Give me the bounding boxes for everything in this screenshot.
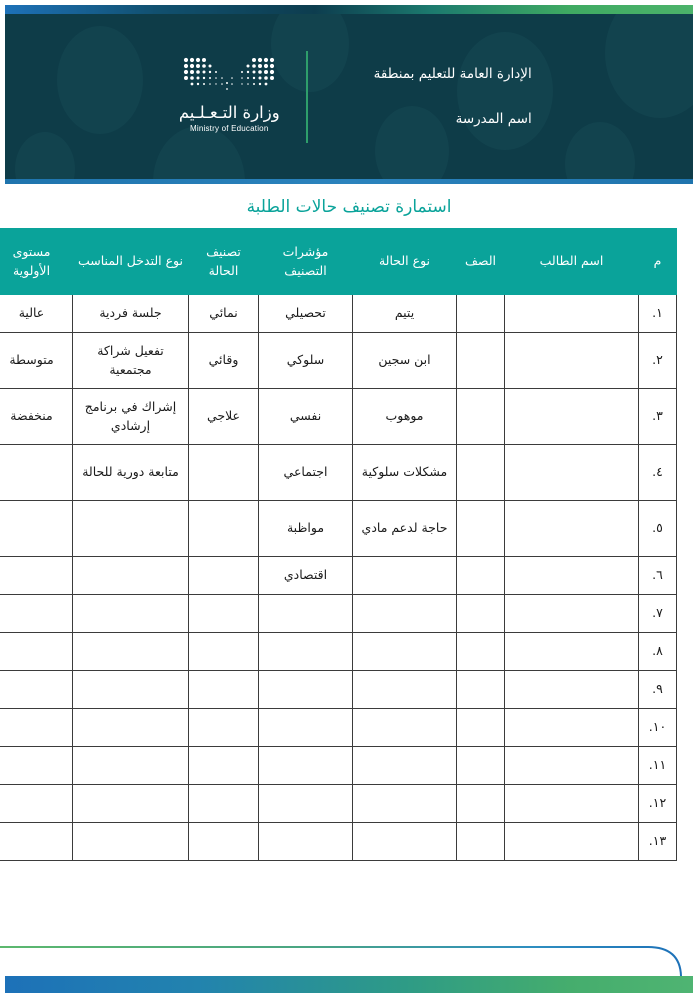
header-content [5,14,693,179]
cell-num: ٢. [639,333,677,389]
cell-type[interactable]: موهوب [353,389,457,445]
cell-num: ٦. [639,557,677,595]
cell-inter[interactable] [73,671,189,709]
logo-wordmark-ar: وزارة التـعـلـيم [178,103,280,123]
cell-num: ٥. [639,501,677,557]
cell-num: ٨. [639,633,677,671]
table-row [0,671,677,709]
cell-prio[interactable] [0,709,73,747]
education-directorate-line: الإدارة العامة للتعليم بمنطقة [373,66,532,83]
cell-type[interactable]: يتيم [353,295,457,333]
cell-type[interactable] [353,785,457,823]
cell-inter[interactable] [73,557,189,595]
cell-num: ٤. [639,445,677,501]
school-name-line: اسم المدرسة [455,110,532,127]
cell-prio[interactable]: عالية [0,295,73,333]
cell-grade[interactable] [457,595,505,633]
cell-prio[interactable] [0,557,73,595]
cell-name[interactable] [505,445,639,501]
student-case-classification-table [0,228,677,861]
cell-grade[interactable] [457,671,505,709]
cell-inter[interactable] [73,633,189,671]
column-header-num: م [639,229,677,295]
cell-prio[interactable] [0,823,73,861]
cell-name[interactable] [505,823,639,861]
table-header [0,229,677,295]
cell-name[interactable] [505,709,639,747]
cell-type[interactable] [353,633,457,671]
cell-grade[interactable] [457,389,505,445]
cell-inter[interactable]: جلسة فردية [73,295,189,333]
cell-prio[interactable] [0,747,73,785]
cell-prio[interactable] [0,785,73,823]
cell-grade[interactable] [457,501,505,557]
table-row [0,823,677,861]
cell-num: ١٠. [639,709,677,747]
cell-inter[interactable]: تفعيل شراكة مجتمعية [73,333,189,389]
cell-inter[interactable]: متابعة دورية للحالة [73,445,189,501]
cell-ind[interactable]: اجتماعي [259,445,353,501]
cell-num: ١٣. [639,823,677,861]
ministry-of-education-logo-icon [180,56,278,98]
cell-ind[interactable]: سلوكي [259,333,353,389]
cell-name[interactable] [505,595,639,633]
cell-ind[interactable] [259,747,353,785]
column-header-ind: مؤشرات التصنيف [259,229,353,295]
cell-type[interactable] [353,557,457,595]
cell-class[interactable] [189,501,259,557]
cell-class[interactable] [189,823,259,861]
cell-name[interactable] [505,671,639,709]
cell-grade[interactable] [457,823,505,861]
cell-prio[interactable] [0,671,73,709]
cell-num: ٧. [639,595,677,633]
cell-ind[interactable]: نفسي [259,389,353,445]
cell-grade[interactable] [457,709,505,747]
logo-wordmark-en: Ministry of Education [190,123,269,133]
column-header-prio: مستوى الأولوية [0,229,73,295]
cell-grade[interactable] [457,633,505,671]
cell-name[interactable] [505,785,639,823]
cell-ind[interactable]: تحصيلي [259,295,353,333]
cell-num: ١. [639,295,677,333]
table-row [0,333,677,389]
cell-class[interactable] [189,445,259,501]
cell-num: ١١. [639,747,677,785]
cell-prio[interactable] [0,633,73,671]
cell-inter[interactable] [73,501,189,557]
cell-type[interactable] [353,671,457,709]
table-row [0,389,677,445]
table-row [0,595,677,633]
cell-class[interactable] [189,671,259,709]
cell-class[interactable] [189,747,259,785]
cell-inter[interactable] [73,785,189,823]
cell-ind[interactable] [259,633,353,671]
table-body [0,295,677,861]
table-row [0,785,677,823]
cell-type[interactable] [353,595,457,633]
cell-grade[interactable] [457,785,505,823]
cell-prio[interactable] [0,501,73,557]
banner-text-block [322,65,532,127]
page-title: استمارة تصنيف حالات الطلبة [246,197,452,217]
cell-num: ٩. [639,671,677,709]
cell-grade[interactable] [457,295,505,333]
cell-name[interactable] [505,389,639,445]
table-row [0,633,677,671]
cell-class[interactable]: وقائي [189,333,259,389]
cell-type[interactable]: حاجة لدعم مادي [353,501,457,557]
column-header-class: تصنيف الحالة [189,229,259,295]
cell-name[interactable] [505,747,639,785]
bottom-decorative-curve [0,940,698,976]
form-table-container [9,228,677,861]
header-banner [5,14,693,179]
cell-ind[interactable] [259,823,353,861]
cell-grade[interactable] [457,333,505,389]
banner-underline-stripe [5,179,693,184]
cell-prio[interactable]: منخفضة [0,389,73,445]
cell-name[interactable] [505,633,639,671]
cell-name[interactable] [505,295,639,333]
cell-ind[interactable]: مواظبة [259,501,353,557]
cell-grade[interactable] [457,445,505,501]
cell-grade[interactable] [457,557,505,595]
bottom-gradient-bar [5,976,693,993]
ministry-logo [166,56,292,137]
column-header-name: اسم الطالب [505,229,639,295]
cell-prio[interactable]: متوسطة [0,333,73,389]
cell-class[interactable] [189,595,259,633]
table-row [0,501,677,557]
column-header-grade: الصف [457,229,505,295]
cell-inter[interactable] [73,747,189,785]
cell-name[interactable] [505,501,639,557]
table-row [0,445,677,501]
cell-ind[interactable] [259,595,353,633]
cell-type[interactable] [353,709,457,747]
cell-class[interactable] [189,785,259,823]
cell-class[interactable] [189,557,259,595]
cell-num: ٣. [639,389,677,445]
cell-inter[interactable] [73,595,189,633]
cell-ind[interactable] [259,785,353,823]
cell-num: ١٢. [639,785,677,823]
top-gradient-stripe [5,5,693,14]
cell-type[interactable]: ابن سجين [353,333,457,389]
cell-grade[interactable] [457,747,505,785]
cell-inter[interactable]: إشراك في برنامج إرشادي [73,389,189,445]
cell-name[interactable] [505,333,639,389]
cell-prio[interactable] [0,595,73,633]
cell-type[interactable] [353,823,457,861]
table-header-row [0,229,677,295]
table-row [0,295,677,333]
table-row [0,747,677,785]
cell-type[interactable]: مشكلات سلوكية [353,445,457,501]
cell-class[interactable]: علاجي [189,389,259,445]
cell-class[interactable] [189,709,259,747]
cell-inter[interactable] [73,823,189,861]
column-header-inter: نوع التدخل المناسب [73,229,189,295]
cell-class[interactable] [189,633,259,671]
cell-prio[interactable] [0,445,73,501]
cell-name[interactable] [505,557,639,595]
cell-inter[interactable] [73,709,189,747]
cell-ind[interactable]: اقتصادي [259,557,353,595]
table-row [0,709,677,747]
cell-class[interactable]: نمائي [189,295,259,333]
logo-divider [306,51,308,143]
cell-ind[interactable] [259,709,353,747]
cell-ind[interactable] [259,671,353,709]
cell-type[interactable] [353,747,457,785]
table-row [0,557,677,595]
column-header-type: نوع الحالة [353,229,457,295]
